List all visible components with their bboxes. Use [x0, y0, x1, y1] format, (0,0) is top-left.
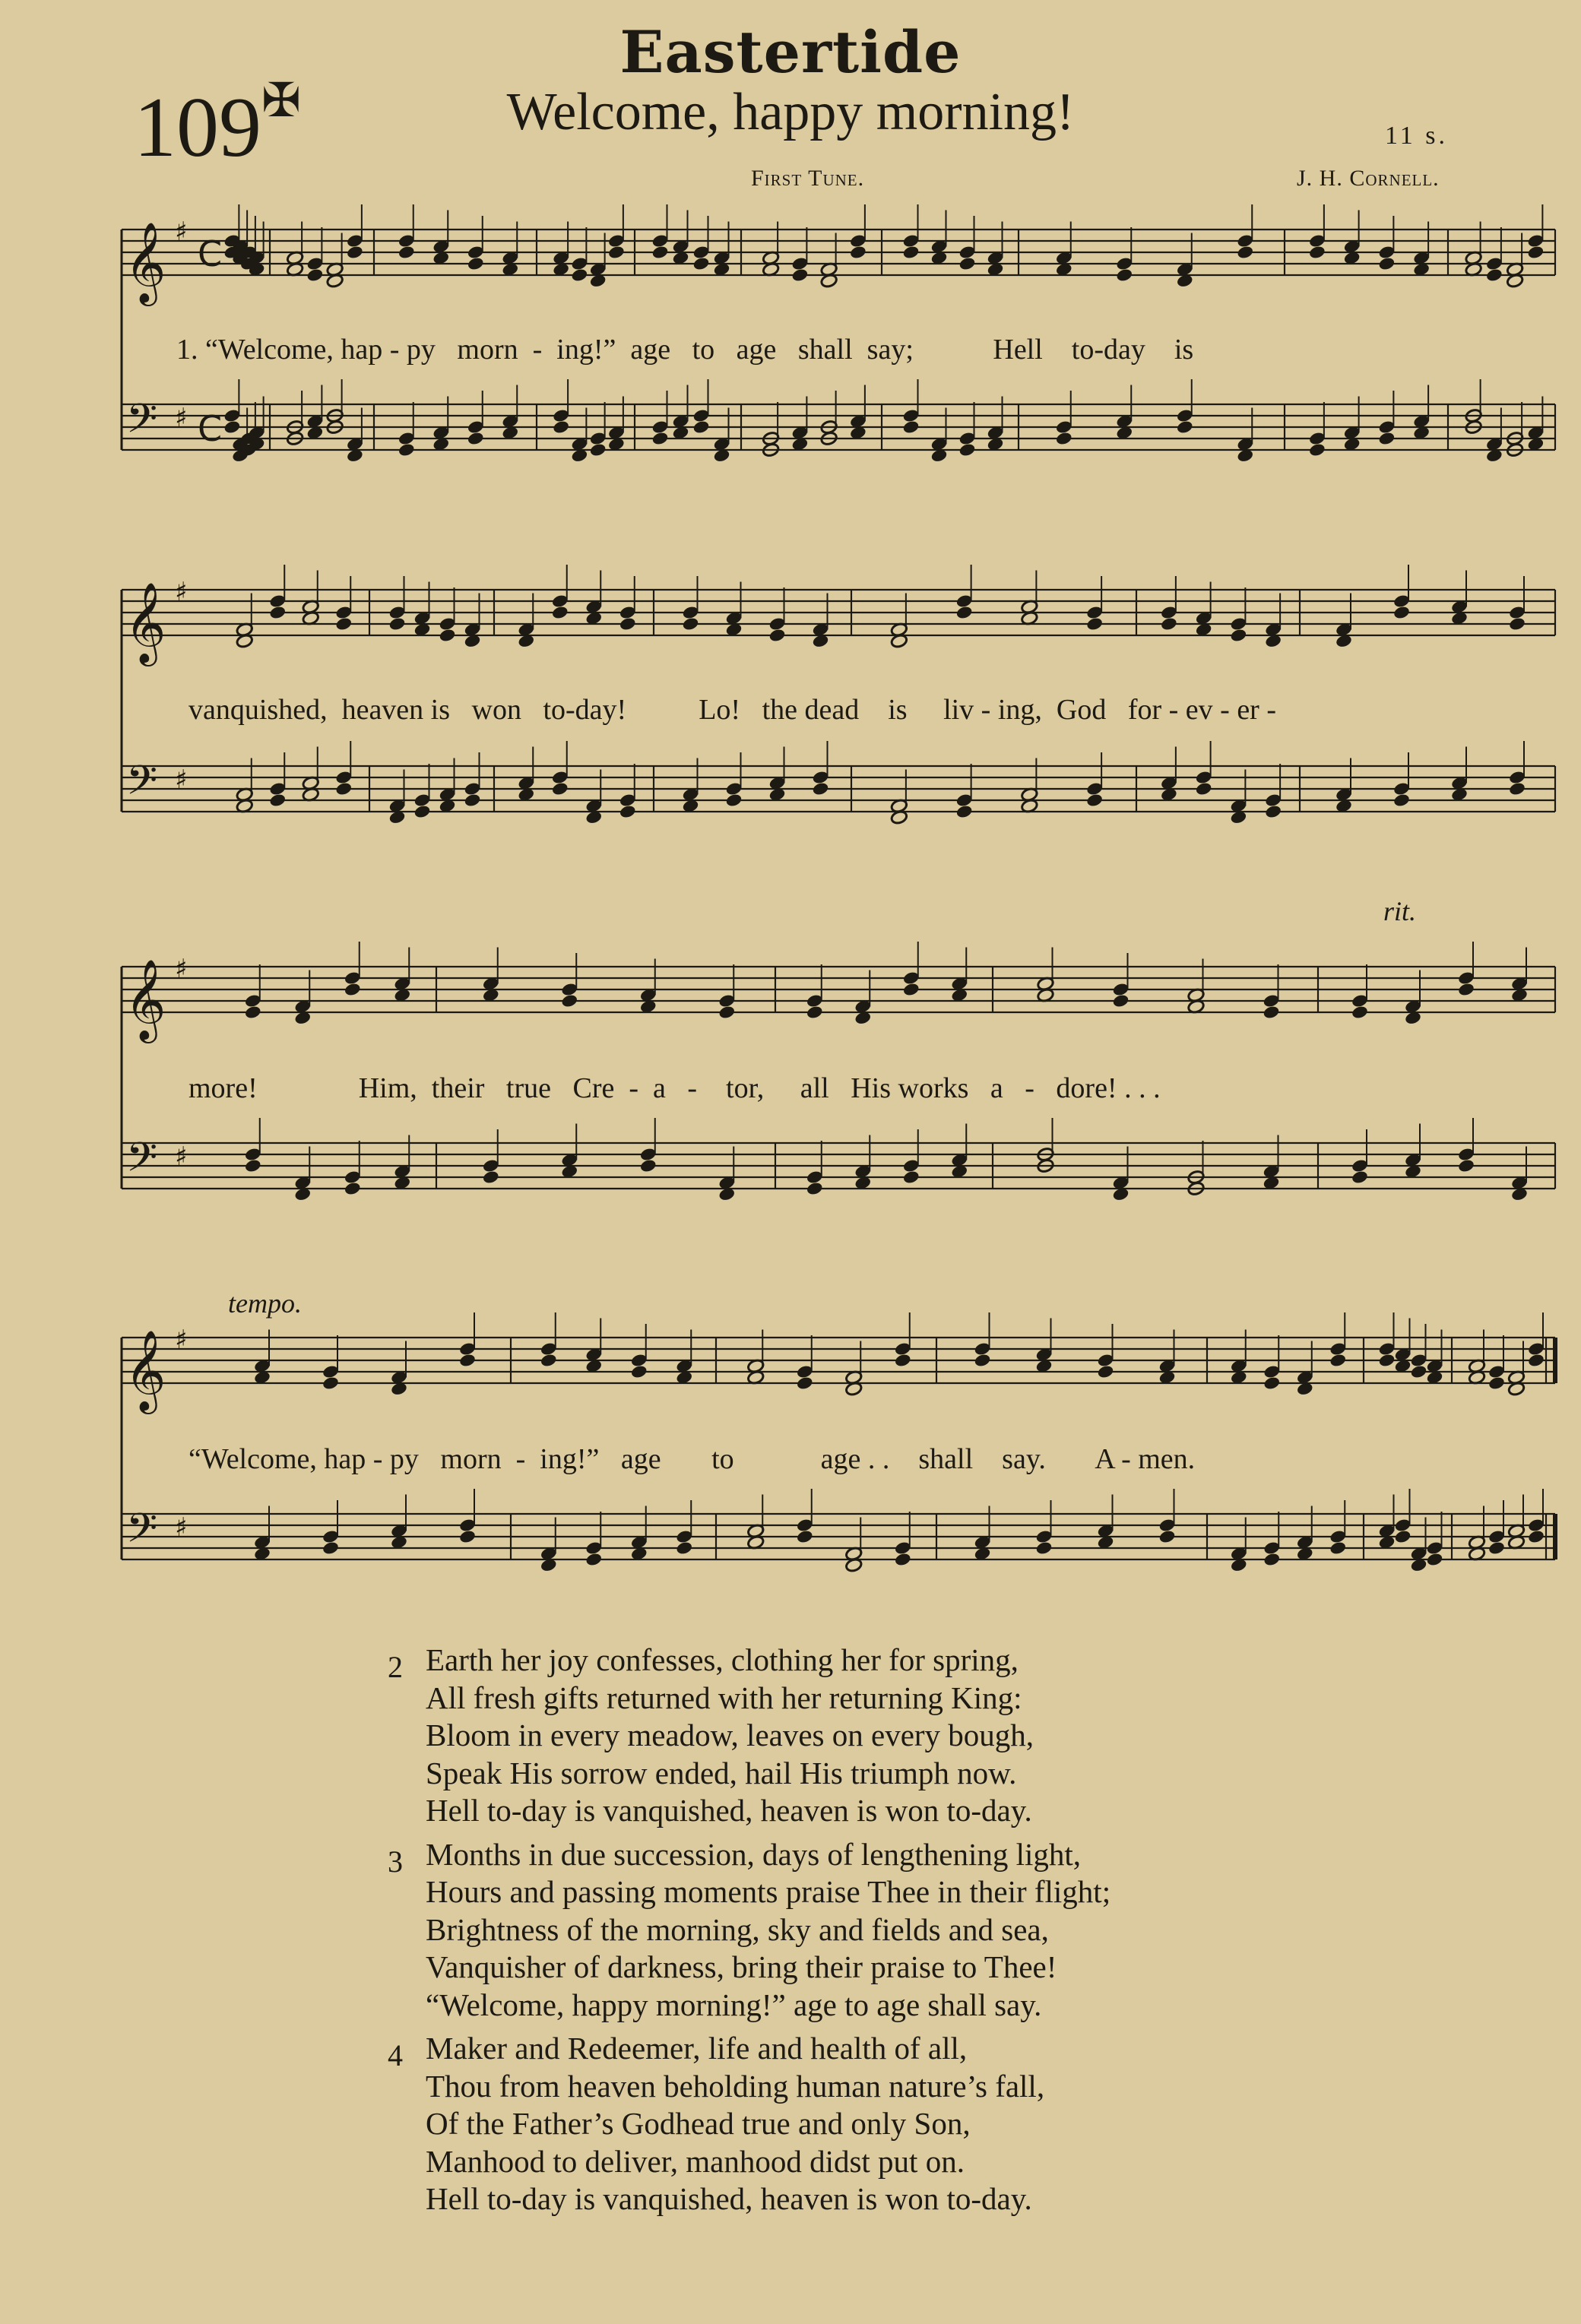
composer-name: J. H. Cornell.	[1297, 166, 1440, 191]
svg-text:♯: ♯	[175, 1325, 188, 1355]
additional-stanzas	[388, 1642, 1111, 2224]
hymn-mark: ✠	[261, 75, 301, 127]
stanza-line: Bloom in every meadow, leaves on every bough,	[426, 1718, 1034, 1752]
stanza-line: Speak His sorrow ended, hail His triumph now.	[426, 1755, 1017, 1790]
lyric-line-2: vanquished, heaven is won to-day! Lo! the dead is liv - ing, God for - ev - er -	[189, 694, 1276, 726]
svg-text:𝄢: 𝄢	[126, 1135, 158, 1191]
stanza-line: All fresh gifts returned with her returning King:	[426, 1680, 1022, 1715]
ritardando-marking: rit.	[1383, 896, 1417, 926]
svg-text:♯: ♯	[175, 765, 188, 795]
svg-text:♯: ♯	[175, 954, 188, 984]
stanza-number: 4	[388, 2038, 403, 2072]
stanza-line: “Welcome, happy morning!” age to age shall say.	[426, 1987, 1042, 2022]
stanza-2	[388, 1642, 1111, 1830]
stanza-line: Hell to-day is vanquished, heaven is won to-day.	[426, 1793, 1032, 1828]
svg-text:C: C	[198, 408, 223, 449]
stanza-line: Brightness of the morning, sky and fields and sea,	[426, 1911, 1049, 1947]
hymn-meter: 11 s.	[1385, 122, 1448, 150]
tempo-marking: tempo.	[228, 1288, 302, 1319]
svg-text:C: C	[198, 233, 223, 274]
stanza-line: Months in due succession, days of lengthening light,	[426, 1836, 1082, 1872]
svg-text:𝄢: 𝄢	[126, 1506, 158, 1562]
svg-text:♯: ♯	[175, 1141, 188, 1172]
svg-text:𝄢: 𝄢	[126, 758, 158, 814]
stanza-3	[388, 1836, 1111, 2025]
stanza-number: 2	[388, 1650, 403, 1684]
stanza-line: Vanquisher of darkness, bring their praise to Thee!	[426, 1949, 1057, 1984]
hymn-number-value: 109	[134, 81, 261, 175]
svg-text:♯: ♯	[175, 403, 188, 433]
stanza-line: Hours and passing moments praise Thee in their flight;	[426, 1874, 1111, 1909]
tune-label: First Tune.	[751, 166, 865, 191]
svg-text:𝄢: 𝄢	[126, 396, 158, 452]
lyric-line-4: “Welcome, hap - py morn - ing!” age to age . . shall say. A - men.	[189, 1443, 1196, 1475]
stanza-line: Earth her joy confesses, clothing her for spring,	[426, 1642, 1019, 1677]
svg-text:♯: ♯	[175, 1512, 188, 1543]
svg-text:𝄞: 𝄞	[125, 221, 166, 302]
stanza-line: Hell to-day is vanquished, heaven is won to-day.	[426, 2181, 1032, 2216]
svg-text:𝄞: 𝄞	[125, 958, 166, 1040]
svg-text:♯: ♯	[175, 217, 188, 247]
stanza-line: Maker and Redeemer, life and health of all,	[426, 2031, 968, 2066]
lyric-line-1: 1. “Welcome, hap - py morn - ing!” age to age shall say; Hell to-day is	[176, 334, 1194, 366]
lyric-line-3: more! Him, their true Cre - a - tor, all His works a - dore! . . .	[189, 1072, 1161, 1104]
stanza-line: Manhood to deliver, manhood didst put on.	[426, 2143, 965, 2179]
svg-text:𝄞: 𝄞	[125, 1329, 166, 1411]
stanza-4	[388, 2030, 1111, 2218]
stanza-line: Of the Father’s Godhead true and only Son,	[426, 2106, 971, 2141]
stanza-number: 3	[388, 1844, 403, 1879]
stanza-line: Thou from heaven beholding human nature’s fall,	[426, 2068, 1045, 2104]
section-title: Eastertide	[619, 18, 962, 86]
svg-text:𝄞: 𝄞	[125, 581, 166, 663]
svg-text:♯: ♯	[175, 577, 188, 607]
hymn-title: Welcome, happy morning!	[506, 83, 1075, 141]
